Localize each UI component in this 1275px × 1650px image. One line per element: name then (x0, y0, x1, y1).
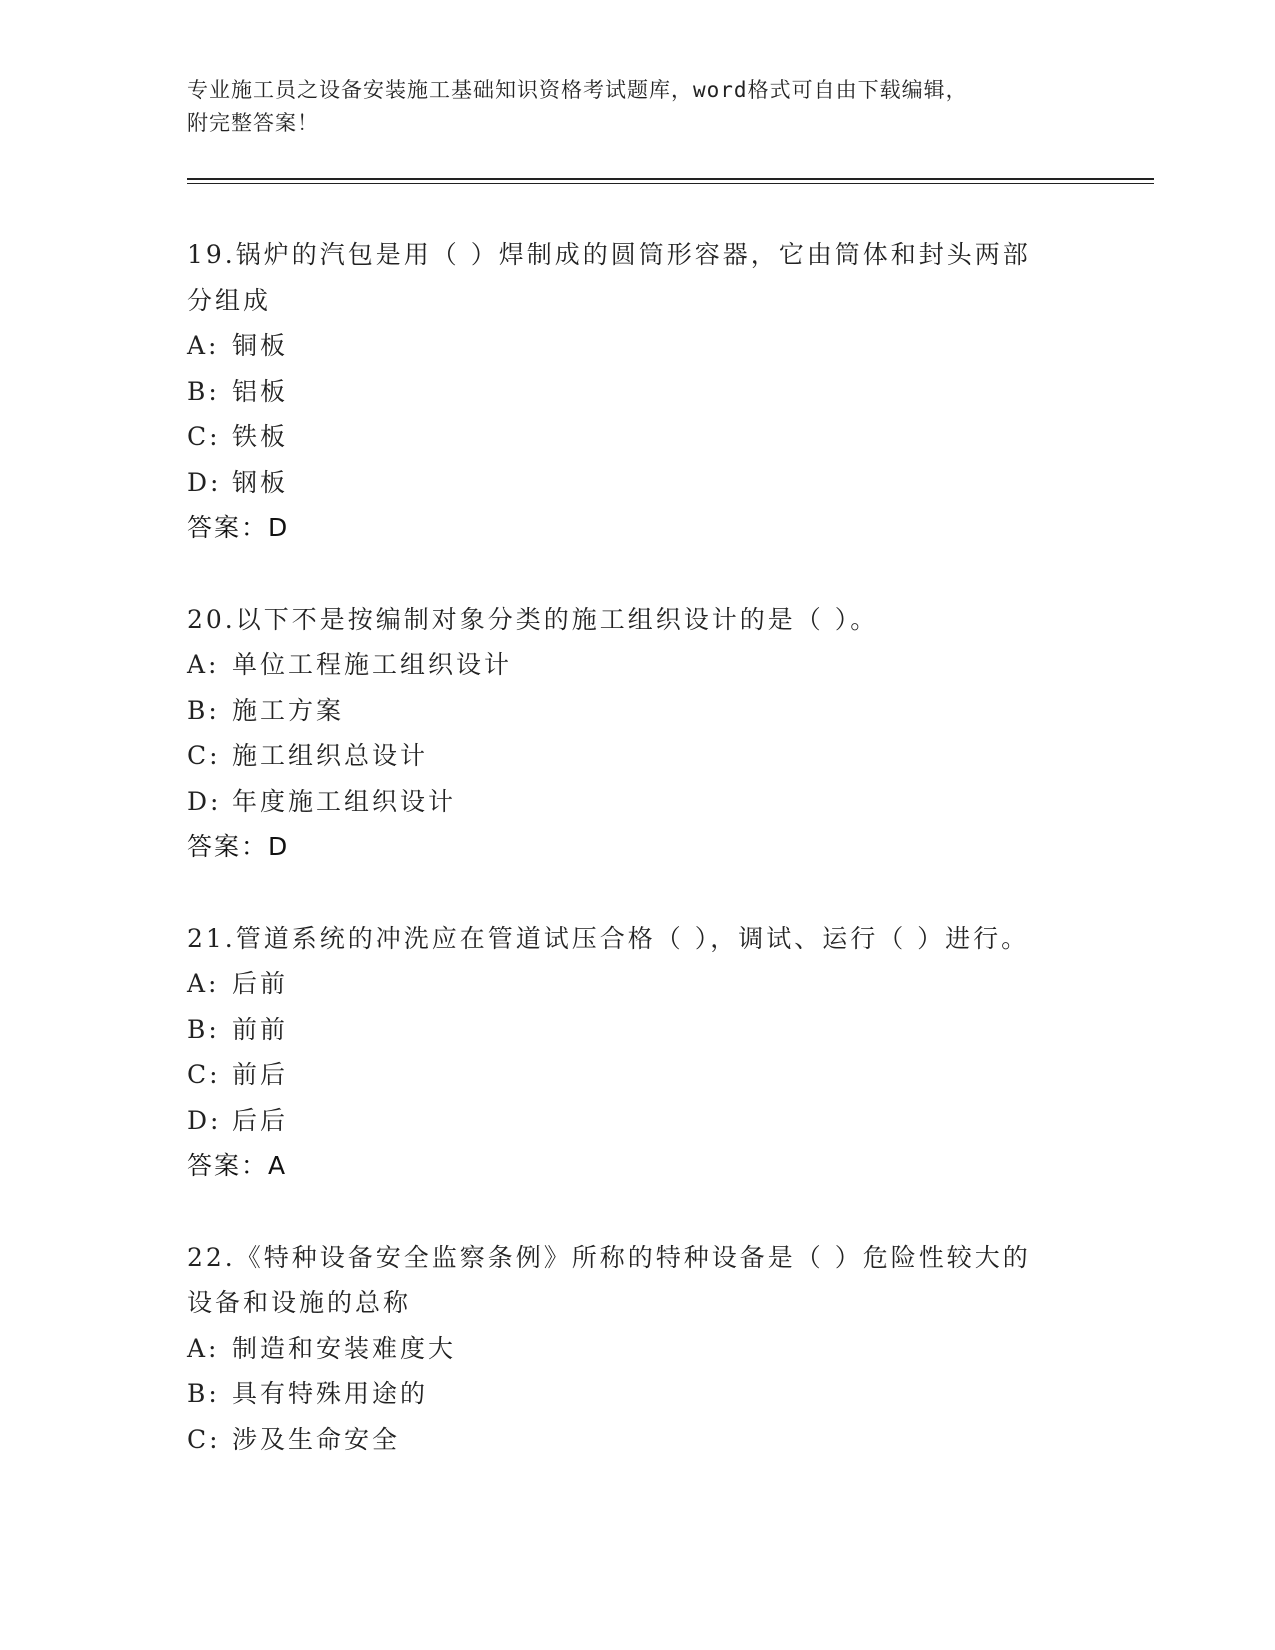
option-label: B: (187, 1379, 220, 1408)
question-22 (187, 1235, 1087, 1463)
option-label: D: (187, 1105, 222, 1135)
option-b (187, 688, 1087, 734)
question-stem-line: 设备和设施的总称 (187, 1288, 412, 1317)
option-text: 铝板 (232, 376, 289, 406)
question-list (187, 232, 1087, 1508)
option-c (187, 1052, 1087, 1098)
option-text: 铜板 (232, 331, 289, 360)
answer-line: 答案：A (187, 1151, 288, 1180)
option-c (187, 733, 1087, 779)
answer-line: 答案：D (187, 513, 290, 542)
option-label: C: (187, 422, 221, 451)
option-text: 年度施工组织设计 (232, 786, 457, 816)
option-label: A: (187, 650, 220, 679)
option-text: 施工方案 (232, 695, 345, 725)
option-label: B: (187, 376, 220, 406)
option-d (187, 779, 1087, 825)
question-20 (187, 597, 1087, 870)
option-a (187, 961, 1087, 1007)
question-stem-line: 19.锅炉的汽包是用（ ）焊制成的圆筒形容器，它由筒体和封头两部 (187, 240, 1031, 269)
option-text: 前后 (232, 1060, 289, 1089)
header-line-2: 附完整答案！ (187, 111, 319, 135)
question-19 (187, 232, 1087, 551)
header-line-1: 专业施工员之设备安装施工基础知识资格考试题库，word格式可自由下载编辑， (187, 78, 968, 102)
question-stem-line: 分组成 (187, 285, 272, 315)
option-d (187, 1098, 1087, 1144)
option-text: 后前 (232, 969, 289, 998)
option-text: 涉及生命安全 (232, 1424, 401, 1454)
option-b (187, 1371, 1087, 1417)
option-d (187, 460, 1087, 506)
question-21 (187, 916, 1087, 1189)
option-label: B: (187, 695, 220, 725)
option-a (187, 1326, 1087, 1372)
option-label: B: (187, 1014, 220, 1044)
header-divider-thick (187, 178, 1154, 180)
option-label: C: (187, 1060, 221, 1089)
option-text: 前前 (232, 1014, 289, 1044)
option-label: C: (187, 741, 221, 770)
question-stem-line: 22.《特种设备安全监察条例》所称的特种设备是（ ）危险性较大的 (187, 1242, 1031, 1272)
option-label: D: (187, 467, 222, 497)
option-label: A: (187, 969, 220, 998)
option-label: D: (187, 786, 222, 816)
option-text: 施工组织总设计 (232, 741, 429, 770)
option-text: 铁板 (232, 422, 289, 451)
option-text: 单位工程施工组织设计 (232, 650, 513, 679)
option-text: 后后 (232, 1105, 289, 1135)
option-label: A: (187, 331, 220, 360)
option-text: 制造和安装难度大 (232, 1333, 457, 1363)
option-c (187, 414, 1087, 460)
option-b (187, 1007, 1087, 1053)
option-text: 具有特殊用途的 (232, 1379, 429, 1408)
option-b (187, 369, 1087, 415)
question-stem-line: 21.管道系统的冲洗应在管道试压合格（ ），调试、运行（ ）进行。 (187, 923, 1030, 953)
option-label: C: (187, 1424, 221, 1454)
answer-line: 答案：D (187, 832, 290, 861)
option-c (187, 1417, 1087, 1463)
option-a (187, 642, 1087, 688)
option-a (187, 323, 1087, 369)
header-divider-thin (187, 183, 1154, 184)
question-stem-line: 20.以下不是按编制对象分类的施工组织设计的是（ ）。 (187, 604, 879, 634)
option-label: A: (187, 1333, 220, 1363)
document-header (187, 74, 1087, 140)
option-text: 钢板 (232, 467, 289, 497)
